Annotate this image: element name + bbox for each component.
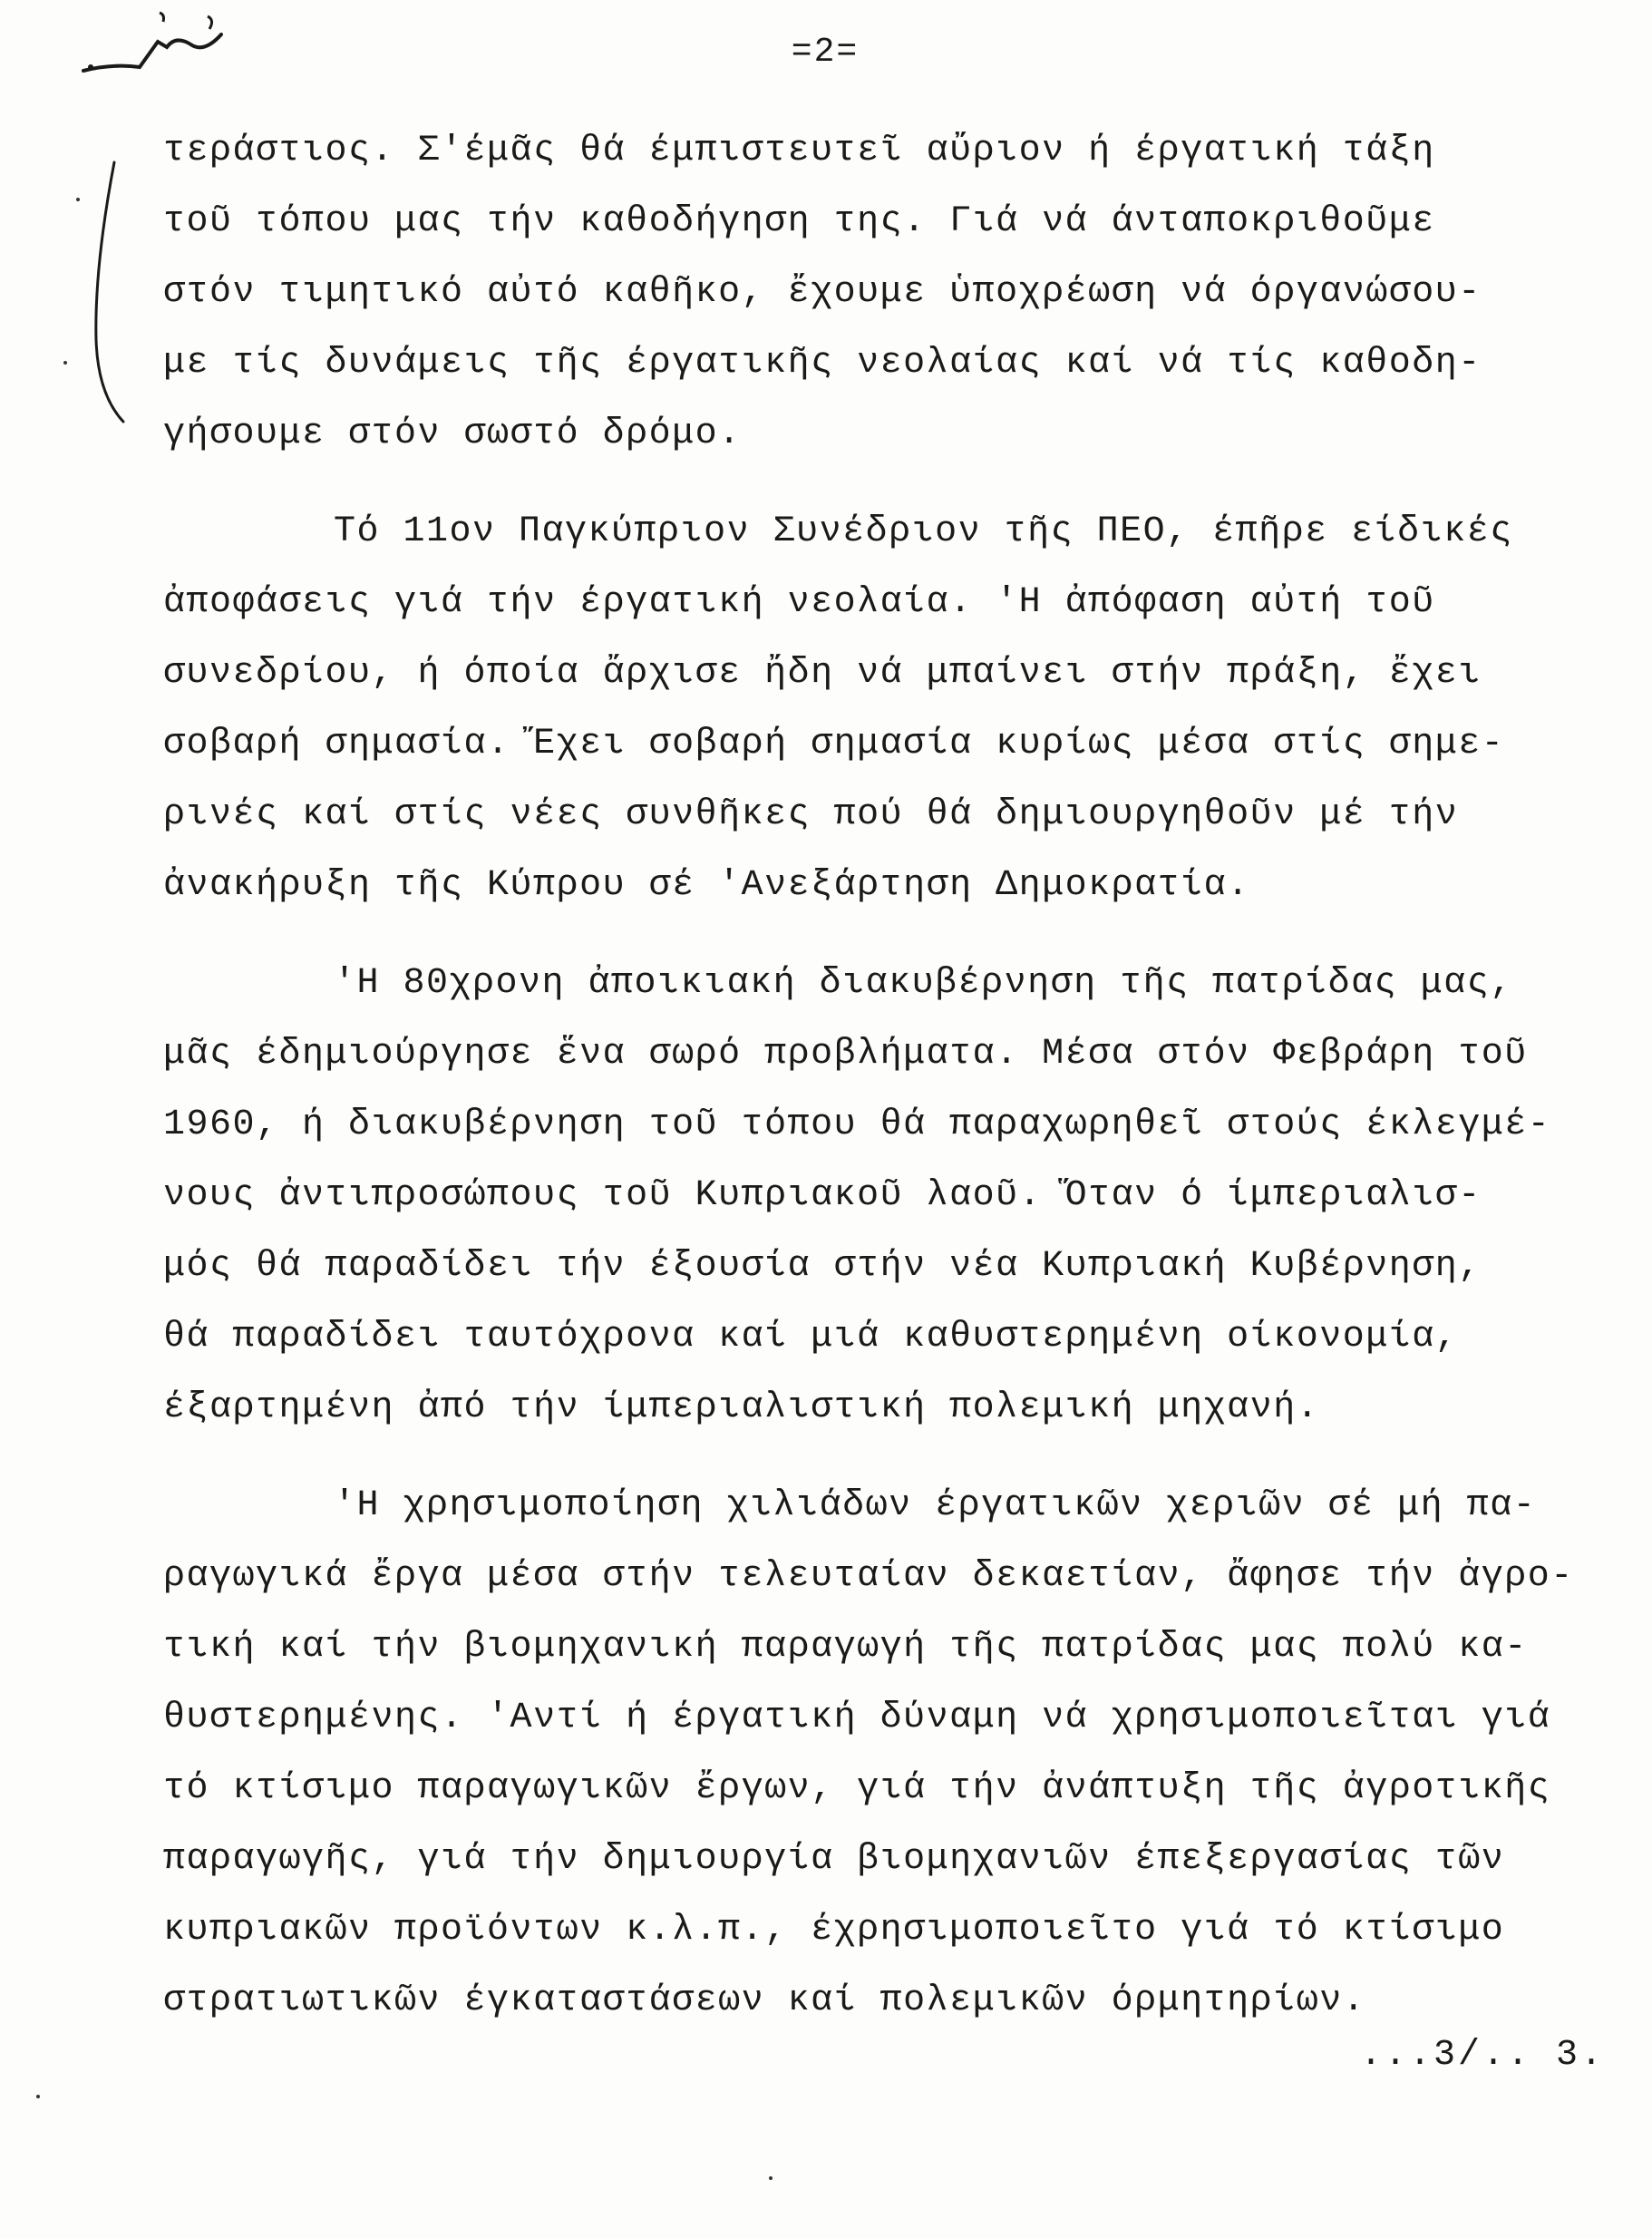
body-text	[163, 116, 1614, 2037]
text-line: συνεδρίου, ή όποία ἄρχισε ἤδη νά μπαίνει στήν πράξη, ἔχει	[163, 653, 1482, 694]
page-number: =2=	[791, 33, 860, 72]
ink-speck	[36, 2095, 40, 2098]
paragraph	[163, 1471, 1614, 2037]
text-line: νους ἀντιπροσώπους τοῦ Κυπριακοῦ λαοῦ. Ὅταν ό ίμπεριαλισ-	[163, 1175, 1482, 1216]
text-line: τοῦ τόπου μας τήν καθοδήγηση της. Γιά νά άνταποκριθοῦμε	[163, 201, 1435, 242]
text-line: Τό 11ον Παγκύπριον Συνέδριον τῆς ΠΕΟ, έπῆρε είδικές	[334, 511, 1513, 552]
paragraph	[163, 116, 1614, 470]
text-line: τό κτίσιμο παραγωγικῶν ἔργων, γιά τήν ἀνάπτυξη τῆς ἀγροτικῆς	[163, 1768, 1551, 1809]
text-line: ἀνακήρυξη τῆς Κύπρου σέ 'Ανεξάρτηση Δημοκρατία.	[163, 865, 1250, 906]
text-line: θά παραδίδει ταυτόχρονα καί μιά καθυστερημένη οίκονομία,	[163, 1317, 1459, 1357]
text-line: ἀποφάσεις γιά τήν έργατική νεολαία. 'Η ἀπόφαση αὐτή τοῦ	[163, 582, 1435, 623]
text-line: ρινές καί στίς νέες συνθῆκες πού θά δημιουργηθοῦν μέ τήν	[163, 794, 1459, 835]
margin-bracket-icon	[87, 159, 141, 431]
text-line: μᾶς έδημιούργησε ἕνα σωρό προβλήματα. Μέσα στόν Φεβράρη τοῦ	[163, 1034, 1528, 1075]
ink-speck	[63, 361, 67, 365]
text-line: 1960, ή διακυβέρνηση τοῦ τόπου θά παραχωρηθεῖ στούς έκλεγμέ-	[163, 1104, 1551, 1145]
paragraph	[163, 497, 1614, 921]
text-line: μός θά παραδίδει τήν έξουσία στήν νέα Κυπριακή Κυβέρνηση,	[163, 1246, 1482, 1287]
text-line: τική καί τήν βιομηχανική παραγωγή τῆς πατρίδας μας πολύ κα-	[163, 1627, 1528, 1668]
continuation-marker: ...3/.. 3.	[1360, 2035, 1606, 2076]
text-line: 'Η χρησιμοποίηση χιλιάδων έργατικῶν χεριῶν σέ μή πα-	[334, 1485, 1537, 1526]
text-line: θυστερημένης. 'Αντί ή έργατική δύναμη νά χρησιμοποιεῖται γιά	[163, 1698, 1551, 1738]
handwritten-mark-icon	[76, 7, 258, 80]
text-line: κυπριακῶν προϊόντων κ.λ.π., έχρησιμοποιεῖτο γιά τό κτίσιμο	[163, 1910, 1505, 1951]
text-line: 'Η 80χρονη ἀποικιακή διακυβέρνηση τῆς πατρίδας μας,	[334, 963, 1513, 1004]
text-line: ραγωγικά ἔργα μέσα στήν τελευταίαν δεκαετίαν, ἄφησε τήν ἀγρο-	[163, 1556, 1574, 1597]
ink-speck	[76, 198, 80, 201]
paragraph	[163, 949, 1614, 1444]
text-line: παραγωγῆς, γιά τήν δημιουργία βιομηχανιῶν έπεξεργασίας τῶν	[163, 1839, 1505, 1880]
text-line: με τίς δυνάμεις τῆς έργατικῆς νεολαίας καί νά τίς καθοδη-	[163, 343, 1482, 384]
text-line: στρατιωτικῶν έγκαταστάσεων καί πολεμικῶν όρμητηρίων.	[163, 1980, 1366, 2021]
text-line: στόν τιμητικό αὐτό καθῆκο, ἔχουμε ὑποχρέωση νά όργανώσου-	[163, 272, 1482, 313]
ink-speck	[769, 2176, 773, 2180]
text-line: τεράστιος. Σ'έμᾶς θά έμπιστευτεῖ αὔριον ή έργατική τάξη	[163, 131, 1435, 171]
text-line: σοβαρή σημασία. Ἔχει σοβαρή σημασία κυρίως μέσα στίς σημε-	[163, 724, 1505, 764]
text-line: γήσουμε στόν σωστό δρόμο.	[163, 414, 742, 454]
text-line: έξαρτημένη ἀπό τήν ίμπεριαλιστική πολεμική μηχανή.	[163, 1387, 1320, 1428]
